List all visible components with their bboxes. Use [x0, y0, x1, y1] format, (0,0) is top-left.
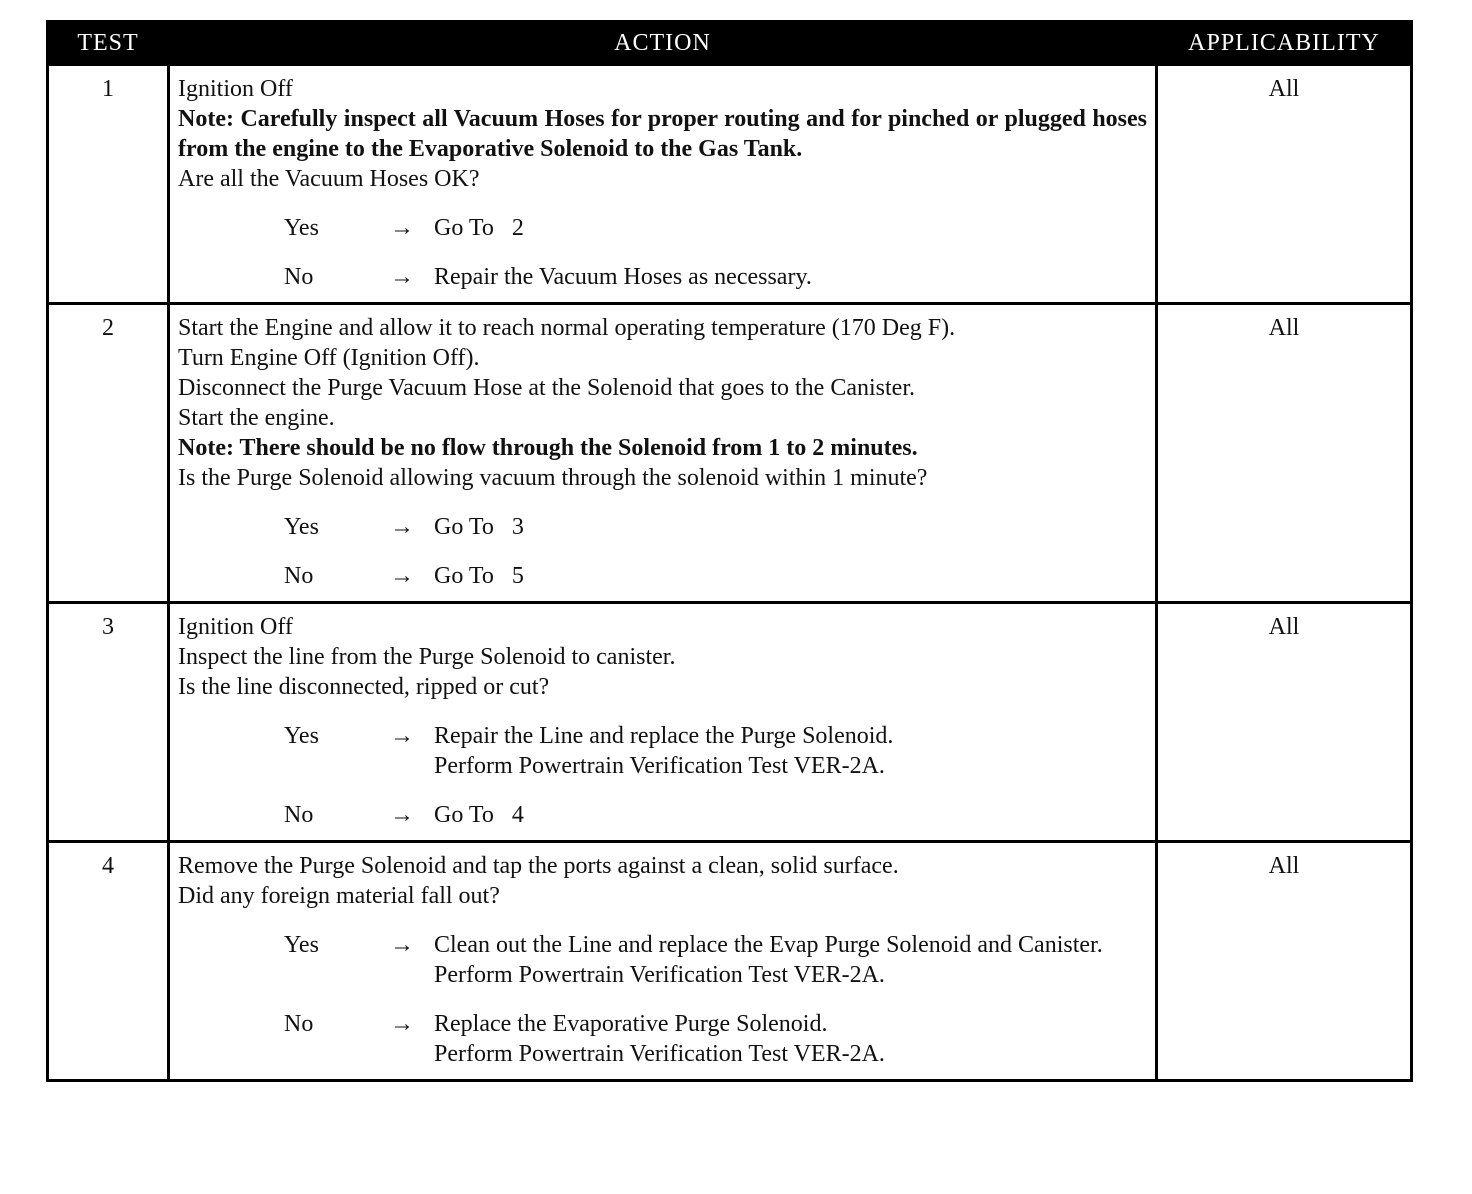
branch-label: Yes	[284, 932, 319, 958]
action-cell	[169, 603, 1157, 842]
header-test: TEST	[48, 22, 169, 65]
branch-result-line: Perform Powertrain Verification Test VER-2A.	[434, 962, 885, 988]
table-body	[48, 65, 1412, 1081]
arrow-right-icon: →	[390, 264, 414, 290]
branch-result-line: Perform Powertrain Verification Test VER-2A.	[434, 753, 885, 779]
branch-result-line: Go To 3	[434, 514, 524, 540]
branch-result	[434, 213, 1147, 243]
action-step: Remove the Purge Solenoid and tap the ports against a clean, solid surface.	[178, 853, 899, 879]
action-step: Disconnect the Purge Vacuum Hose at the Solenoid that goes to the Canister.	[178, 375, 915, 401]
applicability-cell: All	[1157, 65, 1412, 304]
no-branch	[284, 1009, 1147, 1069]
action-step: Is the Purge Solenoid allowing vacuum through the solenoid within 1 minute?	[178, 465, 928, 491]
action-note: Note: Carefully inspect all Vacuum Hoses for proper routing and for pinched or plugged hoses from the engine to the Evaporative Solenoid to the Gas Tank.	[178, 106, 1147, 162]
arrow-right-icon: →	[390, 932, 414, 958]
applicability-cell: All	[1157, 842, 1412, 1081]
applicability-cell: All	[1157, 304, 1412, 603]
action-step: Start the Engine and allow it to reach normal operating temperature (170 Deg F).	[178, 315, 956, 341]
action-step: Ignition Off	[178, 614, 293, 640]
no-branch	[284, 800, 1147, 830]
diagnostic-test-table	[46, 20, 1413, 1082]
branch-result-line: Perform Powertrain Verification Test VER-2A.	[434, 1041, 885, 1067]
table-row	[48, 603, 1412, 842]
action-cell	[169, 842, 1157, 1081]
arrow-right-icon: →	[390, 563, 414, 589]
action-step: Turn Engine Off (Ignition Off).	[178, 345, 480, 371]
action-step: Start the engine.	[178, 405, 335, 431]
table-header-row	[48, 22, 1412, 65]
action-cell	[169, 65, 1157, 304]
arrow-right-icon: →	[390, 215, 414, 241]
yes-branch	[284, 512, 1147, 542]
branch-result-line: Clean out the Line and replace the Evap Purge Solenoid and Canister.	[434, 932, 1103, 958]
action-step: Did any foreign material fall out?	[178, 883, 500, 909]
action-cell	[169, 304, 1157, 603]
branch-result	[434, 512, 1147, 542]
branch-label: No	[284, 802, 314, 828]
branch-result-line: Go To 2	[434, 215, 524, 241]
yes-branch	[284, 213, 1147, 243]
branch-label: Yes	[284, 514, 319, 540]
table-row	[48, 842, 1412, 1081]
branch-result	[434, 721, 1147, 781]
action-note: Note: There should be no flow through the Solenoid from 1 to 2 minutes.	[178, 435, 918, 461]
header-action: ACTION	[169, 22, 1157, 65]
arrow-right-icon: →	[390, 723, 414, 749]
branch-result-line: Repair the Vacuum Hoses as necessary.	[434, 264, 812, 290]
test-number: 2	[48, 304, 169, 603]
yes-branch	[284, 930, 1147, 990]
arrow-right-icon: →	[390, 514, 414, 540]
branch-result-line: Repair the Line and replace the Purge Solenoid.	[434, 723, 894, 749]
diagnostic-table-wrapper	[46, 20, 1410, 1082]
branch-result	[434, 561, 1147, 591]
branch-result-line: Go To 5	[434, 563, 524, 589]
branch-result-line: Replace the Evaporative Purge Solenoid.	[434, 1011, 828, 1037]
branch-label: No	[284, 264, 314, 290]
test-number: 3	[48, 603, 169, 842]
branch-result	[434, 262, 1147, 292]
branch-result-line: Go To 4	[434, 802, 524, 828]
applicability-cell: All	[1157, 603, 1412, 842]
action-step: Ignition Off	[178, 76, 293, 102]
header-applicability: APPLICABILITY	[1157, 22, 1412, 65]
branch-result	[434, 930, 1147, 990]
test-number: 4	[48, 842, 169, 1081]
no-branch	[284, 561, 1147, 591]
branch-label: Yes	[284, 215, 319, 241]
arrow-right-icon: →	[390, 1011, 414, 1037]
branch-label: No	[284, 1011, 314, 1037]
table-row	[48, 65, 1412, 304]
action-step: Is the line disconnected, ripped or cut?	[178, 674, 550, 700]
arrow-right-icon: →	[390, 802, 414, 828]
no-branch	[284, 262, 1147, 292]
branch-result	[434, 1009, 1147, 1069]
action-step: Inspect the line from the Purge Solenoid to canister.	[178, 644, 676, 670]
action-step: Are all the Vacuum Hoses OK?	[178, 166, 480, 192]
yes-branch	[284, 721, 1147, 781]
test-number: 1	[48, 65, 169, 304]
branch-result	[434, 800, 1147, 830]
branch-label: No	[284, 563, 314, 589]
table-row	[48, 304, 1412, 603]
branch-label: Yes	[284, 723, 319, 749]
